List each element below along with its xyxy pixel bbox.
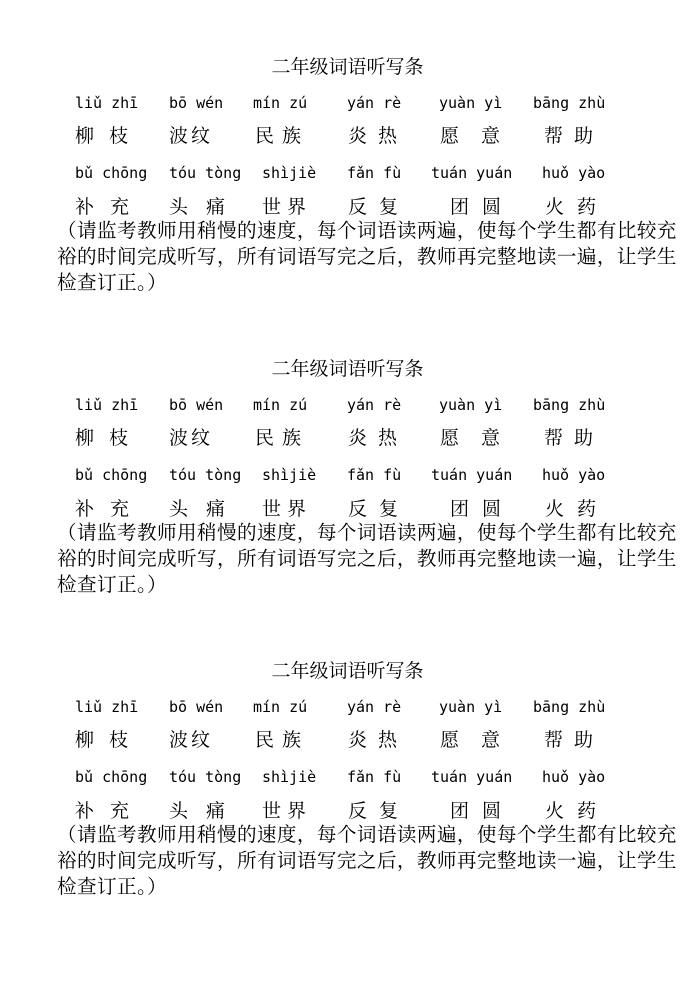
pinyin-word: liǔ zhī — [75, 94, 139, 112]
pinyin-row-2 — [0, 766, 695, 790]
instructions-line-3: 检查订正。） — [57, 271, 168, 294]
hanzi-word: 民 族 — [255, 427, 302, 449]
hanzi-word: 波 纹 — [169, 125, 211, 147]
pinyin-row-2 — [0, 464, 695, 488]
pinyin-word: huǒ yào — [542, 768, 606, 786]
pinyin-word: huǒ yào — [542, 466, 606, 484]
hanzi-word: 帮 助 — [544, 729, 594, 751]
pinyin-word: bǔ chōng — [75, 768, 148, 786]
hanzi-word: 愿 意 — [440, 125, 501, 147]
instructions-line-2: 裕的时间完成听写，所有词语写完之后，教师再完整地读一遍，让学生 — [57, 547, 677, 570]
pinyin-word: mín zú — [253, 396, 308, 414]
hanzi-word: 波 纹 — [169, 729, 211, 751]
pinyin-word: tuán yuán — [431, 768, 513, 786]
pinyin-word: bō wén — [169, 698, 224, 716]
instructions-line-2: 裕的时间完成听写，所有词语写完之后，教师再完整地读一遍，让学生 — [57, 849, 677, 872]
pinyin-word: fǎn fù — [347, 768, 402, 786]
pinyin-word: mín zú — [253, 698, 308, 716]
instructions-line-2: 裕的时间完成听写，所有词语写完之后，教师再完整地读一遍，让学生 — [57, 245, 677, 268]
pinyin-word: yuàn yì — [439, 698, 503, 716]
hanzi-word: 补 充 — [75, 498, 130, 520]
teacher-instructions — [57, 520, 677, 598]
hanzi-word: 世 界 — [262, 800, 307, 822]
pinyin-word: tóu tòng — [169, 164, 242, 182]
pinyin-row-1 — [0, 696, 695, 720]
pinyin-word: bǔ chōng — [75, 164, 148, 182]
hanzi-row-2 — [0, 497, 695, 521]
pinyin-word: bō wén — [169, 396, 224, 414]
pinyin-word: bāng zhù — [533, 396, 606, 414]
hanzi-word: 火 药 — [545, 196, 597, 218]
hanzi-word: 柳 枝 — [75, 729, 129, 751]
hanzi-word: 头 痛 — [169, 800, 226, 822]
teacher-instructions — [57, 218, 677, 296]
pinyin-word: tóu tòng — [169, 768, 242, 786]
hanzi-word: 头 痛 — [169, 196, 226, 218]
hanzi-word: 团 圆 — [450, 196, 502, 218]
dictation-slip-2 — [0, 302, 695, 602]
instructions-line-1: （请监考教师用稍慢的速度，每个词语读两遍，使每个学生都有比较充 — [57, 219, 677, 242]
pinyin-word: huǒ yào — [542, 164, 606, 182]
pinyin-word: bāng zhù — [533, 698, 606, 716]
hanzi-word: 补 充 — [75, 196, 130, 218]
pinyin-word: shìjiè — [262, 466, 317, 484]
pinyin-word: fǎn fù — [347, 466, 402, 484]
pinyin-word: bō wén — [169, 94, 224, 112]
hanzi-word: 团 圆 — [450, 800, 502, 822]
hanzi-word: 柳 枝 — [75, 427, 129, 449]
pinyin-word: shìjiè — [262, 164, 317, 182]
instructions-line-1: （请监考教师用稍慢的速度，每个词语读两遍，使每个学生都有比较充 — [57, 823, 677, 846]
pinyin-word: fǎn fù — [347, 164, 402, 182]
hanzi-row-2 — [0, 195, 695, 219]
pinyin-word: tuán yuán — [431, 466, 513, 484]
teacher-instructions — [57, 822, 677, 900]
pinyin-word: bǔ chōng — [75, 466, 148, 484]
hanzi-word: 火 药 — [545, 498, 597, 520]
hanzi-word: 帮 助 — [544, 125, 594, 147]
pinyin-word: yuàn yì — [439, 94, 503, 112]
hanzi-word: 民 族 — [255, 729, 302, 751]
pinyin-word: yuàn yì — [439, 396, 503, 414]
hanzi-word: 世 界 — [262, 498, 307, 520]
pinyin-word: liǔ zhī — [75, 396, 139, 414]
slip-title: 二年级词语听写条 — [271, 660, 424, 682]
hanzi-word: 愿 意 — [440, 729, 501, 751]
hanzi-row-2 — [0, 799, 695, 823]
dictation-slip-3 — [0, 604, 695, 904]
pinyin-word: mín zú — [253, 94, 308, 112]
hanzi-row-1 — [0, 124, 695, 148]
hanzi-word: 头 痛 — [169, 498, 226, 520]
pinyin-word: shìjiè — [262, 768, 317, 786]
hanzi-row-1 — [0, 426, 695, 450]
instructions-line-1: （请监考教师用稍慢的速度，每个词语读两遍，使每个学生都有比较充 — [57, 521, 677, 544]
hanzi-word: 炎 热 — [348, 729, 398, 751]
hanzi-word: 火 药 — [545, 800, 597, 822]
hanzi-word: 炎 热 — [348, 427, 398, 449]
slip-title: 二年级词语听写条 — [271, 358, 424, 380]
dictation-slip-1 — [0, 0, 695, 300]
pinyin-word: yán rè — [347, 94, 402, 112]
hanzi-word: 反 复 — [348, 800, 399, 822]
pinyin-row-1 — [0, 394, 695, 418]
hanzi-word: 帮 助 — [544, 427, 594, 449]
hanzi-word: 波 纹 — [169, 427, 211, 449]
hanzi-word: 民 族 — [255, 125, 302, 147]
pinyin-row-1 — [0, 92, 695, 116]
hanzi-word: 补 充 — [75, 800, 130, 822]
hanzi-word: 反 复 — [348, 498, 399, 520]
instructions-line-3: 检查订正。） — [57, 875, 168, 898]
hanzi-row-1 — [0, 728, 695, 752]
hanzi-word: 世 界 — [262, 196, 307, 218]
pinyin-word: yán rè — [347, 698, 402, 716]
pinyin-word: tóu tòng — [169, 466, 242, 484]
hanzi-word: 柳 枝 — [75, 125, 129, 147]
pinyin-word: tuán yuán — [431, 164, 513, 182]
pinyin-word: bāng zhù — [533, 94, 606, 112]
pinyin-row-2 — [0, 162, 695, 186]
hanzi-word: 愿 意 — [440, 427, 501, 449]
pinyin-word: liǔ zhī — [75, 698, 139, 716]
hanzi-word: 团 圆 — [450, 498, 502, 520]
hanzi-word: 反 复 — [348, 196, 399, 218]
hanzi-word: 炎 热 — [348, 125, 398, 147]
instructions-line-3: 检查订正。） — [57, 573, 168, 596]
slip-title: 二年级词语听写条 — [271, 56, 424, 78]
pinyin-word: yán rè — [347, 396, 402, 414]
